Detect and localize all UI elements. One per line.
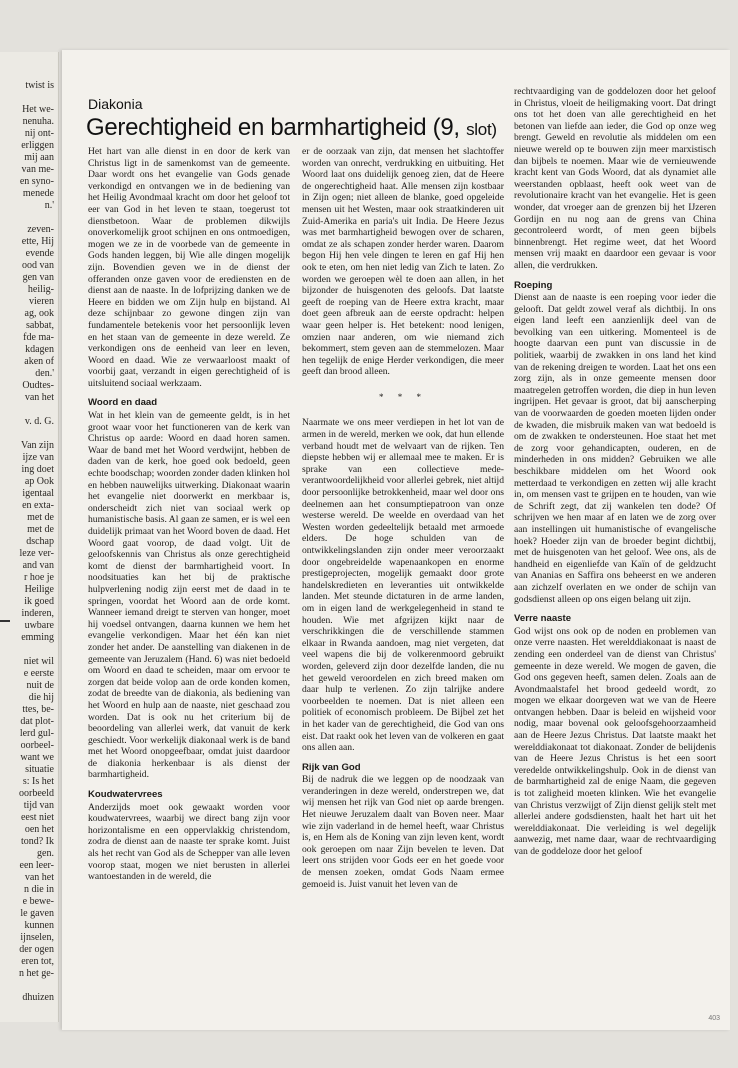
fragment-line: inderen,	[21, 608, 54, 619]
fragment-line: van het	[24, 872, 54, 883]
fragment-line: van het	[24, 392, 54, 403]
subheading: Koudwatervrees	[88, 789, 163, 801]
fragment-line: s: Is het	[22, 776, 54, 787]
fragment-line: e bewe-	[22, 896, 54, 907]
paragraph: Wat in het klein van de gemeente geldt, is in het groot waar voor het functioneren van de kerk van Christus op aarde: Woord en daad horen samen. Waar de band met het Woord verdwijnt, hebben de daden van de kerk, hoe goed ook bedoeld, geen echte boodschap; woorden zonder daden klinken hol en hebben nauwelijks uitwerking. Diakonaat waarin het evangelie niet doorwerkt en merkbaar is, onderscheidt zich niet van sociaal werk op humanistische basis. Al gaan ze samen, er is wel een duidelijk primaat van het Woord boven de daad. Het Woord gaat voorop, de daad volgt. Uit de geloofskennis van Christus als onze gerechtigheid komt de dienst der barmhartigheid voort. In noodsituaties kan het bij de praktische hulpverlening nodig zijn eerst met de daad in te springen, voordat het Woord aan de orde komt. Wanneer iemand dreigt te sterven van honger, moet hij voedsel ontvangen, daarna kunnen we hem het evangelie verkondigen. Maar het één kan niet zonder het ander. De aanstelling van diakenen in de gemeente van Jeruzalem (Hand. 6) was niet bedoeld om Woord en daad te scheiden, maar om ervoor te zorgen dat beide volop aan de orde konden komen, zodat de breedte van de diakonia, als bediening van het Woord en hulp aan de naaste, niet geschaad zou worden. Dat is ook nu het criterium bij de beoordeling van allerlei werk, dat vanuit de kerk geschiedt. Voor werkelijk diakonaal werk is de band met het Woord onopgeefbaar, omdat juist daardoor de diakonia herkenbaar is als dienst der barmhartigheid.	[88, 410, 290, 781]
fragment-line: eren tot,	[21, 956, 54, 967]
page-number: 403	[708, 1015, 720, 1022]
fragment-line: van me-	[21, 164, 54, 175]
column-3	[514, 86, 716, 1006]
fragment-line: zeven-	[27, 224, 54, 235]
fragment-line: een leer-	[19, 860, 54, 871]
fragment-line: oen het	[24, 824, 54, 835]
fragment-line: ap Ook	[24, 476, 54, 487]
fragment-line: gen.	[37, 848, 54, 859]
fragment-line: eest niet	[20, 812, 54, 823]
fragment-line: uwbare	[24, 620, 54, 631]
paragraph: rechtvaardiging van de goddelozen door het geloof in Christus, vloeit de heiligmaking voort. Dat dringt ons tot het doen van alle gerechtigheid en het betonen van liefde aan ieder, die God op onze weg brengt. Geweld en revolutie als middelen om een nieuwe wereld op te bouwen zijn meer marxistisch dan bijbels te noemen. Maar wie de vernieuwende kracht kent van Gods Woord, dat als dynamiet alle weerstanden opblaast, heeft ook weet van de revolutionaire kracht van het evangelie. Het is geen wonder, dat vroeger aan de grenzen bij het IJzeren Gordijn en nu nog aan de grens van China gecontroleerd wordt, of men geen bijbels binnenbrengt. Het regime weet, dat het Woord mensen vrij maakt en daardoor een gevaar is voor allen, die verdrukken.	[514, 86, 716, 271]
fragment-line: kdagen	[25, 344, 54, 355]
fragment-line: ttes, be-	[22, 704, 54, 715]
fragment-line: evende	[25, 248, 54, 259]
fragment-line: dat plot-	[20, 716, 54, 727]
fragment-line: met de	[27, 512, 54, 523]
fragment-line: tond? Ik	[20, 836, 54, 847]
fragment-line: en syno-	[19, 176, 54, 187]
subheading: Verre naaste	[514, 613, 572, 625]
fragment-line: vieren	[29, 296, 54, 307]
fragment-line: n.'	[44, 200, 54, 211]
paragraph: Bij de nadruk die we leggen op de noodzaak van veranderingen in deze wereld, onderstrepen we, dat wij mensen het rijk van God niet op aarde brengen. Het nieuwe Jeruzalem daalt van Boven neer. Maar wie zijn vaderland in de hemel heeft, waar Christus is, en Hem als de Koning van zijn leven kent, wordt ook geroepen om naar Zijn bevelen te leven. Dat leert ons strijden voor Gods eer en het goede voor de mensen zoeken, omdat Gods Naam ermee gemoeid is. Juist vanuit het leven van de	[302, 774, 504, 890]
section-break: * * *	[379, 391, 427, 402]
subheading: Rijk van God	[302, 761, 361, 773]
paragraph: Naarmate we ons meer verdiepen in het lot van de armen in de wereld, merken we ook, dat hun ellende verband houdt met de welvaart van de rijken. Ten diepste hebben wij er allemaal mee te maken. Er is sprake van een collectieve mede-verantwoordelijkheid voor allerlei gebrek, niet altijd door persoonlijke betrokkenheid, maar wel door ons deelnemen aan het consumptiepatroon van onze westerse wereld. De weelde en overdaad van het Westen worden gedeeltelijk betaald met armoede elders. De hoge schulden van de ontwikkelingslanden zijn onder meer veroorzaakt door ongebreidelde wapenaankopen en enorme prestigeprojecten, mogelijk gemaakt door grote handelskredieten en leveranties uit ontwikkelde landen. Met steunde dictaturen in de arme landen, om in eigen land de werkgelegenheid in stand te houden. Wie met afgrijzen kijkt naar de verschrikkingen die de verschillende stammen elkaar in Rwanda aandoen, mag niet vergeten, dat veel wapens die bij de volkerenmoord gebruikt worden, geleverd zijn door dezelfde landen, die nu het geweld veroordelen en zich breed maken om daar hulp te verlenen. Zo zijn talrijke andere voorbeelden te noemen. Dat is niet alleen een politiek of economisch probleem. De Bijbel zet het in het kader van de gerechtigheid, die God van ons eist. Dat raakt ook het leven van de volkeren en gaat ons allen aan.	[302, 417, 504, 754]
fragment-line: nenuha.	[22, 116, 54, 127]
fragment-line: twist is	[25, 80, 54, 91]
fragment-line: leze ver-	[19, 548, 54, 559]
column-1	[88, 146, 290, 1006]
fragment-line: situatie	[25, 764, 54, 775]
fragment-line: r hoe je	[24, 572, 54, 583]
fragment-line: nij ont-	[24, 128, 54, 139]
fragment-line: menede	[22, 188, 54, 199]
fragment-line: Het we-	[22, 104, 54, 115]
fragment-line: emming	[21, 632, 54, 643]
fragment-line: ood van	[22, 260, 54, 271]
fragment-line: Van zijn	[20, 440, 54, 451]
paragraph: Anderzijds moet ook gewaakt worden voor koudwatervrees, waarbij we direct bang zijn voor horizontalisme en een oppervlakkig christendom, zodra de dienst aan de naaste ter sprake komt. Juist als het recht van God als de Schepper van alle leven voorop staat, mogen we niet berusten in allerlei wantoestanden in de wereld, die	[88, 801, 290, 883]
fragment-line: heilig-	[27, 284, 54, 295]
fragment-line: Heilige	[24, 584, 54, 595]
fragment-line: oorbeeld	[19, 788, 54, 799]
fragment-line: ik goed	[24, 596, 54, 607]
title-part: (9,	[432, 114, 460, 141]
fragment-line: le gaven	[20, 908, 54, 919]
fragment-line: e eerste	[23, 668, 54, 679]
fragment-line: v. d. G.	[24, 416, 54, 427]
column-2	[302, 146, 504, 1006]
paragraph: God wijst ons ook op de noden en problemen van onze verre naasten. Het werelddiakonaat is naast de zending een onderdeel van de dienst van Christus' gemeente in deze wereld. We mogen de gaven, die God ons gegeven heeft, samen delen. Zoals aan de Avondmaalstafel het brood gedeeld wordt, zo mogen we elkaar doorgeven wat we van de Heere ontvangen hebben. Daar is beleid en wijsheid voor nodig, maar bovenal ook geloofsgehoorzaamheid aan de Heere Jezus Christus. Dat laatste maakt het werelddiakonaat tot diakonaat. Zonder de belijdenis van de Heere Jezus Christus is het een soort veredelde ontwikkelingshulp. Ook in de dienst van de barmhartigheid zal de enige Naam, die gegeven is tot zaligheid moeten klinken. Wie het evangelie van Christus verzwijgt of Zijn dienst gelijk stelt met allerlei andere godsdiensten, haalt het hart uit het werelddiakonaat. Die verleiding is wel degelijk aanwezig, met name daar, waar de rechtvaardiging van de goddeloze door het geloof	[514, 625, 716, 857]
fragment-line: n die in	[24, 884, 54, 895]
paragraph: Dienst aan de naaste is een roeping voor ieder die gelooft. Dat geldt zowel veraf als dichtbij. In ons eigen land leeft een aanzienlijk deel van de bevolking van een uitkering. Momenteel is de hoogte daarvan een punt van discussie in de politiek, waarbij de zwakken in ons land het kind van de rekening dreigen te worden. Laat het ons een zorg zijn, als in onze gemeente mensen door maatregelen getroffen worden, die diep in hun leven ingrijpen. Het gevaar is groot, dat bij aanscherping van de voorwaarden de goeden moeten lijden onder de kwaden, die misbruik maken van wat bedoeld is om de zwakken te ondersteunen. Hoe staat het met de zorg voor gehandicapten, ouderen, en de minderheden in ons midden? Gebruiken we alle beschikbare middelen om het Woord ook metterdaad te verkondigen en zetten wij alle kracht in, om mensen vast te grijpen en te houden, van wie de Schrift zegt, dat zij wankelen ten dode? Of schrijven we hen maar af en laten we de zorg over aan instellingen uit humanistische of evangelische hoek? Hoeder zijn van de broeder begint dichtbij, met de huisgenoten van het geloof. Wee ons, als de handheid en eigenliefde van Kaïn of de geldzucht van Ananias en Saffira ons beheerst en we anderen aan zichzelf overlaten en we onder de schijn van godsdienst alleen op ons eigen belang uit zijn.	[514, 292, 716, 605]
fragment-line: ette, Hij	[21, 236, 54, 247]
fragment-line: oorbeel-	[20, 740, 54, 751]
fragment-line: and van	[22, 560, 54, 571]
fragment-line: n het ge-	[19, 968, 54, 979]
fragment-line: aken of	[24, 356, 54, 367]
fragment-line: ag, ook	[24, 308, 54, 319]
paragraph: Het hart van alle dienst in en door de kerk van Christus ligt in de samenkomst van de gemeente. Daar wordt ons het evangelie van Gods genade verkondigd en ontvangen we in de bediening van het Heilig Avondmaal kracht om door het geloof tot eer van God in het leven te staan, toegerust tot dienstbetoon. Waar de problemen dikwijls onoverkomelijk groot schijnen en ons ontmoedigen, mogen we ze in de voorbede van de gemeente in Gods handen leggen, bij Wie alle dingen mogelijk zijn. Bovendien geven we in de dienst der offeranden onze gaven voor de erediensten en de dienst aan de naaste. In de lofprijzing danken we de Heere en bidden we om Zijn hulp en bijstand. Al deze schijnbaar zo gewone dingen zijn van fundamentele betekenis voor het persoonlijk leven en het staan van de gemeente in deze wereld. Ze verkondigen ons de eenheid van leer en leven, Woord en daad. Wie ze verwaarloost maakt of voorbij gaat, verzandt in eigen gerechtigheid of is uitsluitend sociaal werkzaam.	[88, 146, 290, 389]
fragment-line: dhuizen	[22, 992, 54, 1003]
fragment-line: dschap	[26, 536, 54, 547]
fragment-line: want we	[20, 752, 54, 763]
paragraph: er de oorzaak van zijn, dat mensen het slachtoffer worden van onrecht, verdrukking en uitbuiting. Het Woord laat ons duidelijk genoeg zien, dat de Heere de ongerechtigheid haat. Alle mensen zijn kostbaar in Zijn ogen; niet alleen de blanke, goed opgeleide mensen uit het Westen, maar ook straatkinderen uit Zuid-Amerika en paria's uit India. De Heere Jezus was met barmhartigheid bewogen over de scharen, omdat ze als schapen zonder herder waren. Daarom begon Hij hen vele dingen te leren en gaf Hij hen ook te eten, om hen niet ledig van Zich te laten. Zo worden we geroepen wèl te doen aan allen, in het bijzonder de huisgenoten des geloofs. Dat laatste geeft de roeping van de Heere extra kracht, maar doet geen afbreuk aan de eerste opdracht: helpen waar geen helper is. Het betekent: nood lenigen, omzien naar anderen, om wie niemand zich bekommert, stem geven aan de stemmelozen. Maar hen tegelijk de enige Herder verkondigen, die meer geeft dan brood alleen.	[302, 146, 504, 378]
fragment-line: met de	[27, 524, 54, 535]
fragment-line: ijnselen,	[20, 932, 54, 943]
fragment-line: lerd gul-	[19, 728, 54, 739]
fragment-line: die hij	[28, 692, 54, 703]
fragment-line: Oudtes-	[22, 380, 54, 391]
fragment-line: fde ma-	[23, 332, 54, 343]
fragment-line: en exta-	[22, 500, 54, 511]
fragment-line: niet wil	[23, 656, 54, 667]
fragment-line: ijze van	[22, 452, 54, 463]
subheading: Roeping	[514, 279, 553, 291]
fragment-line: gen van	[22, 272, 54, 283]
adjacent-page-strip	[0, 52, 59, 1022]
title-main: Gerechtigheid en barmhartigheid	[86, 114, 427, 141]
article-title	[86, 114, 497, 142]
fragment-line: tijd van	[23, 800, 54, 811]
section-kicker: Diakonia	[88, 96, 143, 112]
fragment-line: mij aan	[24, 152, 54, 163]
fragment-line: igentaal	[22, 488, 54, 499]
fragment-line: der ogen	[19, 944, 54, 955]
fragment-line: nuit de	[26, 680, 54, 691]
fragment-line: erliggen	[21, 140, 54, 151]
subheading: Woord en daad	[88, 397, 158, 409]
rule-mark	[0, 620, 10, 622]
fragment-line: den.'	[35, 368, 54, 379]
fragment-line: sabbat,	[25, 320, 54, 331]
fragment-line: ing doet	[21, 464, 54, 475]
magazine-page	[62, 50, 730, 1030]
title-slot: slot)	[466, 120, 497, 139]
fragment-line: kunnen	[24, 920, 54, 931]
